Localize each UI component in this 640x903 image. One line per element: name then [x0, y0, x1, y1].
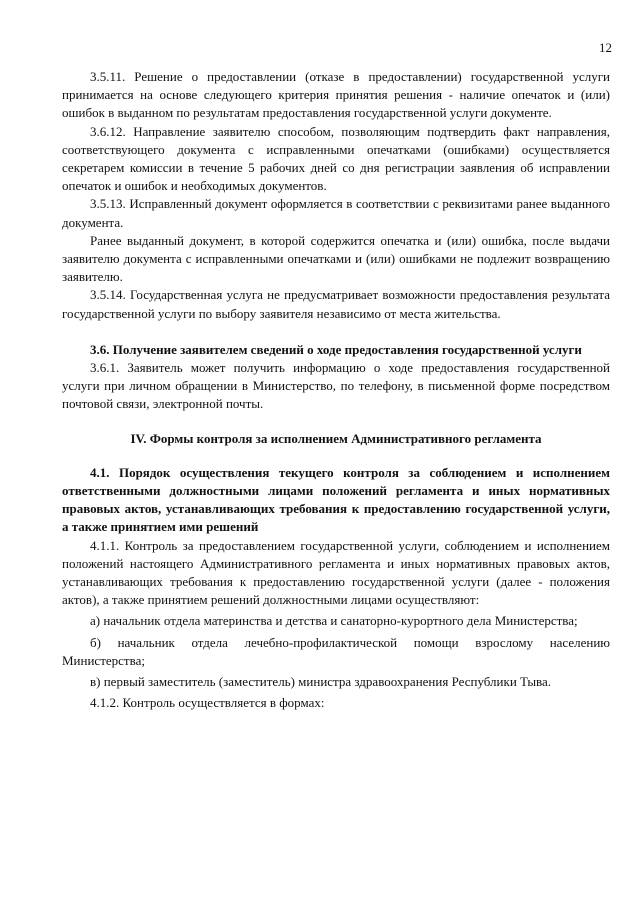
paragraph-4-1-1: 4.1.1. Контроль за предоставлением государственной услуги, соблюдением и исполнением положений настоящего Административного регламента и иных нормативных правовых актов, устанавливающих требования к предоставлению государственной услуги (далее - положения актов), а также принятием решений должностными лицами осуществляют:: [62, 537, 610, 608]
paragraph-previous-document: Ранее выданный документ, в которой содержится опечатка и (или) ошибка, после выдачи заявителю документа с исправленными опечатками и (или) ошибками не подлежит возвращению заявителю.: [62, 232, 610, 285]
paragraph-3-5-13: 3.5.13. Исправленный документ оформляется в соответствии с реквизитами ранее выданного документа.: [62, 196, 610, 230]
paragraph-4-1-2: 4.1.2. Контроль осуществляется в формах:: [90, 695, 325, 711]
paragraph-3-5-11: 3.5.11. Решение о предоставлении (отказе в предоставлении) государственной услуги принимается на основе следующего критерия принятия решения - наличие опечаток и (или) ошибок в выданном по результатам предоставления государственной услуги документе.: [62, 69, 610, 121]
page-number: 12: [599, 40, 612, 55]
list-item-c: в) первый заместитель (заместитель) министра здравоохранения Республики Тыва.: [90, 674, 552, 690]
section-heading-3-6: 3.6. Получение заявителем сведений о ходе предоставления государственной услуги: [90, 341, 582, 357]
list-item-b: б) начальник отдела лечебно-профилактической помощи взрослому населению Министерства;: [62, 634, 610, 668]
paragraph-3-5-14: 3.5.14. Государственная услуга не предусматривает возможности предоставления результата государственной услуги по выбору заявителя независимо от места жительства.: [62, 287, 610, 321]
paragraph-3-6-12: 3.6.12. Направление заявителю способом, позволяющим подтвердить факт направления, соответствующего документа с исправленными опечатками (ошибками) осуществляется секретарем комиссии в течение 5 рабочих дней со дня регистрации заявления об исправлении опечаток и ошибок и необходимых документов.: [62, 123, 610, 194]
list-item-a: а) начальник отдела материнства и детства и санаторно-курортного дела Министерства;: [90, 613, 578, 629]
document-body: [62, 68, 610, 713]
chapter-heading-iv: IV. Формы контроля за исполнением Административного регламента: [130, 430, 542, 446]
paragraph-3-6-1: 3.6.1. Заявитель может получить информацию о ходе предоставления государственной услуги при личном обращении в Министерство, по телефону, в письменной форме посредством почтовой связи, электронной почты.: [62, 360, 610, 412]
section-heading-4-1: 4.1. Порядок осуществления текущего контроля за соблюдением и исполнением ответственными должностными лицами положений регламента и иных нормативных правовых актов, устанавливающих требования к предоставлению государственной услуги, а также принятием ими решений: [62, 464, 610, 535]
